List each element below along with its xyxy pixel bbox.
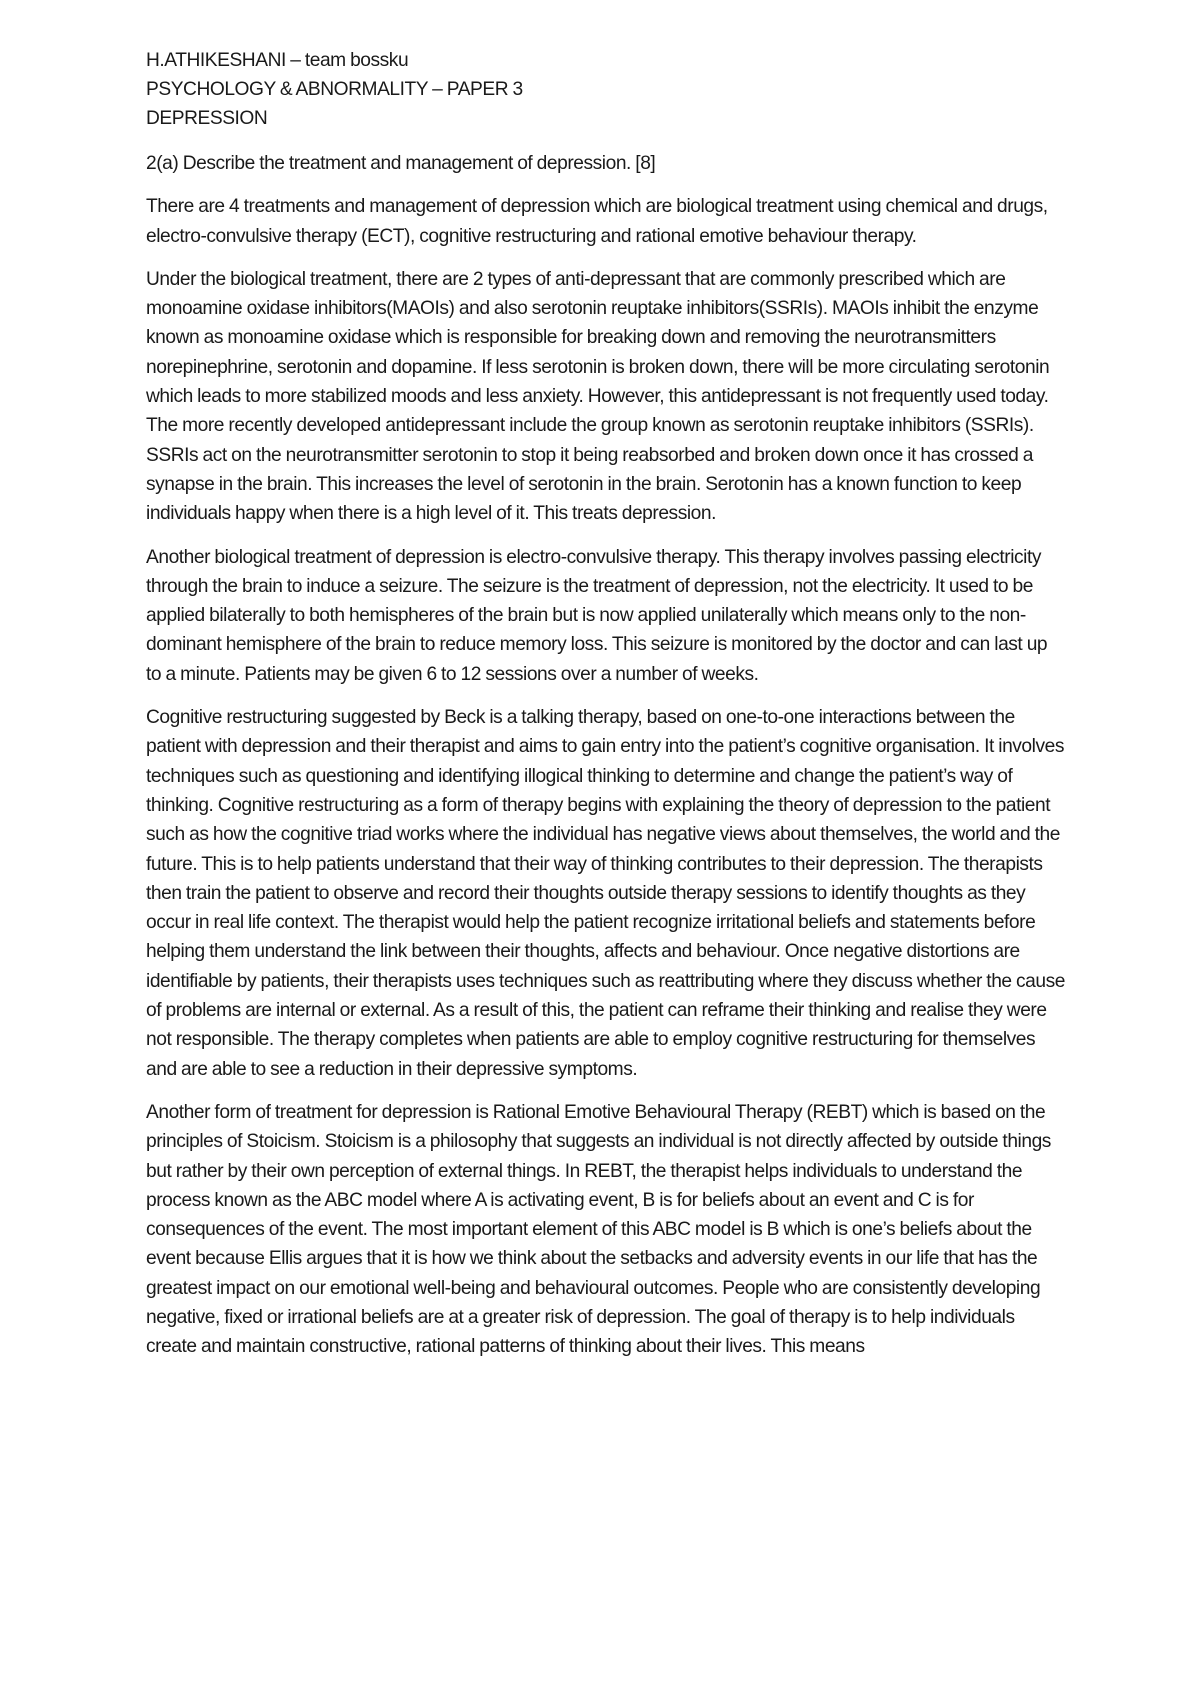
paragraph-cognitive-restructuring: Cognitive restructuring suggested by Beck is a talking therapy, based on one-to-one interactions between the patient with depression and their therapist and aims to gain entry into the patient’s cognitive organisation. It involves techniques such as questioning and identifying illogical thinking to determine and change the patient’s way of thinking. Cognitive restructuring as a form of therapy begins with explaining the theory of depression to the patient such as how the cognitive triad works where the individual has negative views about themselves, the world and the future. This is to help patients understand that their way of thinking contributes to their depression. The therapists then train the patient to observe and record their thoughts outside therapy sessions to identify thoughts as they occur in real life context. The therapist would help the patient recognize irritational beliefs and statements before helping them understand the link between their thoughts, affects and behaviour. Once negative distortions are identifiable by patients, their therapists uses techniques such as reattributing where they discuss whether the cause of problems are internal or external. As a result of this, the patient can reframe their thinking and realise they were not responsible. The therapy completes when patients are able to employ cognitive restructuring for themselves and are able to see a reduction in their depressive symptoms. bbox=[146, 707, 1065, 1080]
document-content bbox=[146, 46, 1066, 1362]
paragraph-rebt: Another form of treatment for depression is Rational Emotive Behavioural Therapy (REBT) which is based on the principles of Stoicism. Stoicism is a philosophy that suggests an individual is not directly affected by outside things but rather by their own perception of external things. In REBT, the therapist helps individuals to understand the process known as the ABC model where A is activating event, B is for beliefs about an event and C is for consequences of the event. The most important element of this ABC model is B which is one’s beliefs about the event because Ellis argues that it is how we think about the setbacks and adversity events in our life that has the greatest impact on our emotional well-being and behavioural outcomes. People who are consistently developing negative, fixed or irrational beliefs are at a greater risk of depression. The goal of therapy is to help individuals create and maintain constructive, rational patterns of thinking about their lives. This means bbox=[146, 1101, 1051, 1358]
paragraph-intro: There are 4 treatments and management of depression which are biological treatment using chemical and drugs, electro-convulsive therapy (ECT), cognitive restructuring and rational emotive behaviour therapy. bbox=[146, 196, 1048, 247]
paragraph-biological-treatment: Under the biological treatment, there are 2 types of anti-depressant that are commonly prescribed which are monoamine oxidase inhibitors(MAOIs) and also serotonin reuptake inhibitors(SSRIs). MAOIs inhibit the enzyme known as monoamine oxidase which is responsible for breaking down and removing the neurotransmitters norepinephrine, serotonin and dopamine. If less serotonin is broken down, there will be more circulating serotonin which leads to more stabilized moods and less anxiety. However, this antidepressant is not frequently used today. The more recently developed antidepressant include the group known as serotonin reuptake inhibitors (SSRIs). SSRIs act on the neurotransmitter serotonin to stop it being reabsorbed and broken down once it has crossed a synapse in the brain. This increases the level of serotonin in the brain. Serotonin has a known function to keep individuals happy when there is a high level of it. This treats depression. bbox=[146, 268, 1050, 525]
author-line: H.ATHIKESHANI – team bossku bbox=[146, 50, 409, 71]
topic-line: DEPRESSION bbox=[146, 108, 268, 129]
question-heading: 2(a) Describe the treatment and management of depression. [8] bbox=[146, 153, 656, 174]
paragraph-ect: Another biological treatment of depression is electro-convulsive therapy. This therapy involves passing electricity through the brain to induce a seizure. The seizure is the treatment of depression, not the electricity. It used to be applied bilaterally to both hemispheres of the brain but is now applied unilaterally which means only to the non-dominant hemisphere of the brain to reduce memory loss. This seizure is monitored by the doctor and can last up to a minute. Patients may be given 6 to 12 sessions over a number of weeks. bbox=[146, 546, 1048, 685]
course-line: PSYCHOLOGY & ABNORMALITY – PAPER 3 bbox=[146, 79, 523, 100]
